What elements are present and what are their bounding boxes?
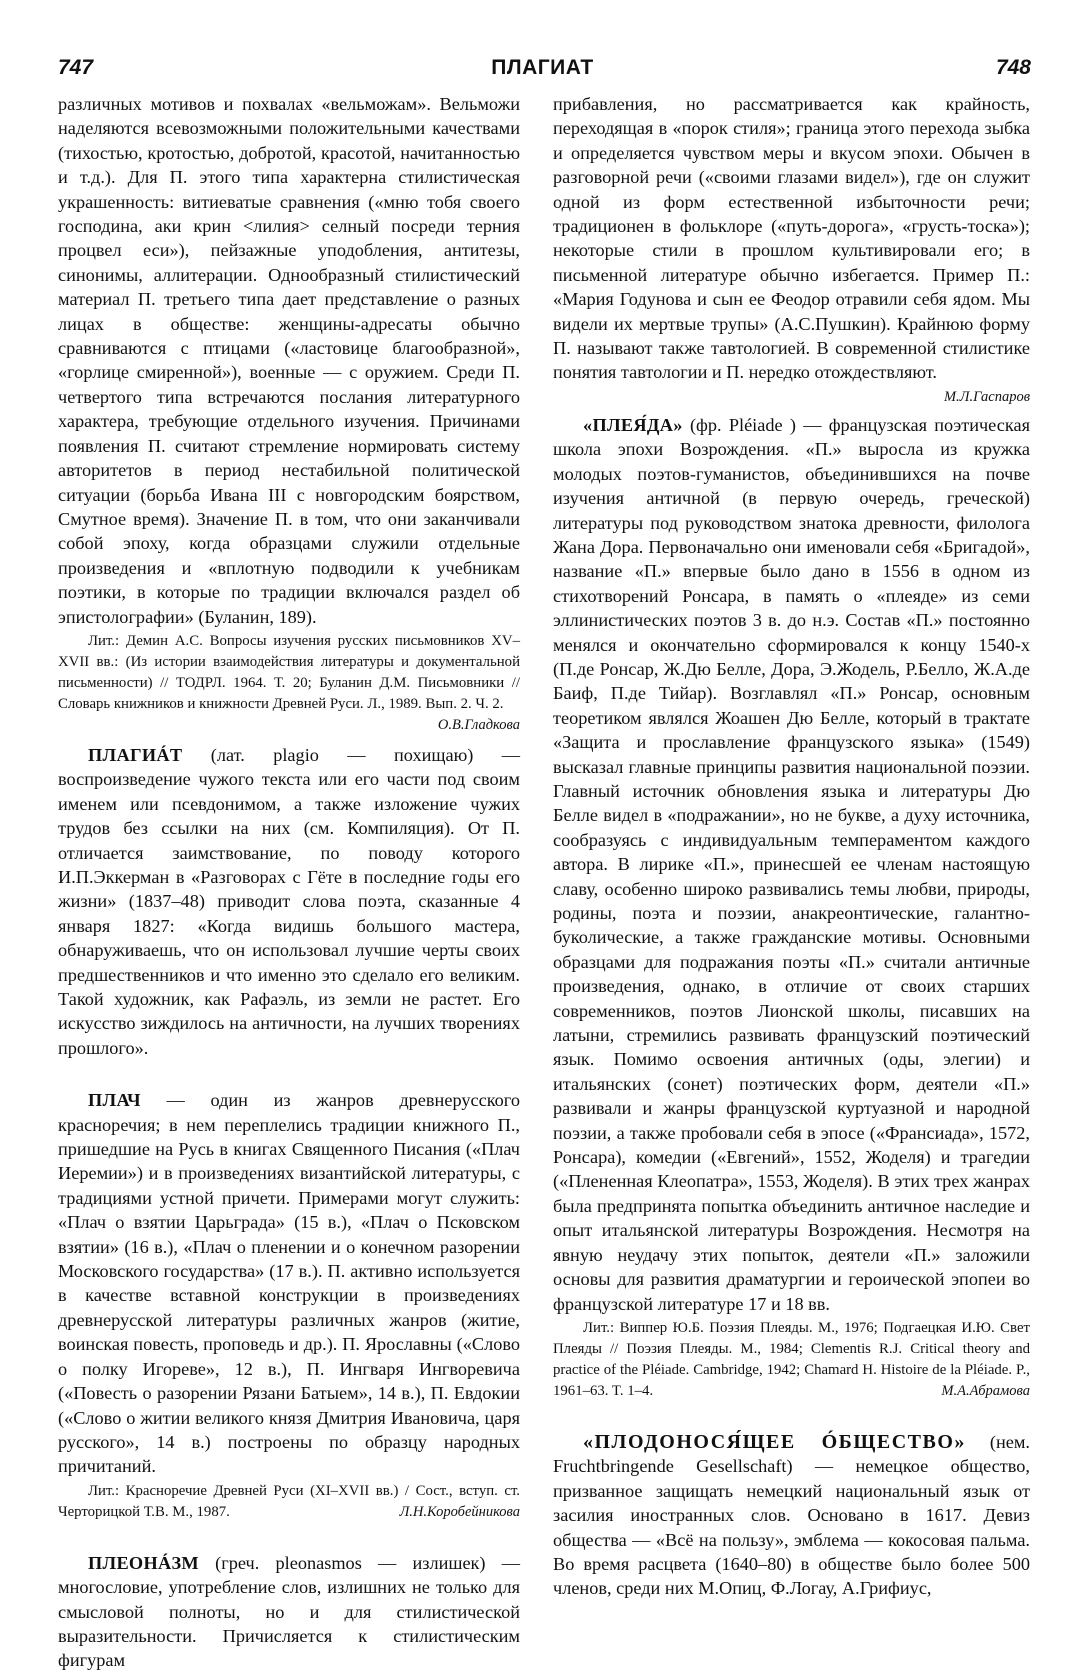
entry-plagiat: ПЛАГИÁТ (лат. plagio — похищаю) — воспроизведение чужого текста или его части под своим именем или псевдонимом, а также изложение чужих трудов без ссылки на них (см. Компиляция). От П. отличается заимствование, по поводу которого И.П.Эккерман в «Разговорах с Гёте в последние годы его жизни» (1837–48) приводит слова поэта, сказанные 4 января 1827: «Когда видишь большого мастера, обнаруживаешь, что он использовал лучшие черты своих предшественников и что именно это сделало его великим. Такой художник, как Рафаэль, из земли не растет. Его искусство зиждилось на античности, на лучших творениях прошлого». — [58, 744, 520, 1058]
pleonazm-author: М.Л.Гаспаров — [943, 388, 1030, 405]
headword-plodonosyashchee: «ПЛОДОНОСЯ́ЩЕЕ ÓБЩЕСТВО» — [583, 1430, 966, 1453]
intro-literature: Лит.: Демин А.С. Вопросы изучения русских письмовников XV–XVII вв.: (Из истории взаимодействия литературы и документальной письменности) // ТОДРЛ. 1964. Т. 20; Буланин Д.М. Письмовники // Словарь книжников и книжности Древней Руси. Л., 1989. Вып. 2. Ч. 2. О.В.Гладкова — [58, 631, 520, 715]
headword-plach: ПЛАЧ — [88, 1090, 141, 1111]
entry-plach: ПЛАЧ — один из жанров древнерусского красноречия; в нем переплелись традиции книжного П., пришедшие на Русь в книгах Священного Писания («Плач Иеремии») и в произведениях византийской литературы, с традициями устной причети. Примерами могут служить: «Плач о взятии Царьграда» (15 в.), «Плач о Псковском взятии» (16 в.), «Плач о пленении и о конечном разорении Московского государства» (17 в.). П. активно используется в качестве вставной конструкции в произведениях древнерусской литературы различных жанров (житие, воинская повесть, проповедь и др.). П. Ярославны («Слово о полку Игореве», 12 в.), П. Ингваря Ингворевича («Повесть о разорении Рязани Батыем», 14 в.), П. Евдокии («Слово о житии великого князя Дмитрия Ивановича, царя русского», 14 в.) построены по образцу народных причитаний. — [58, 1090, 520, 1477]
page-header — [0, 56, 1085, 96]
left-column — [58, 92, 520, 1673]
pleiada-literature: Лит.: Виппер Ю.Б. Поэзия Плеяды. М., 1976; Подгаецкая И.Ю. Свет Плеяды // Поэзия Плеяды. М., 1984; Clementis R.J. Critical theory and practice of the Pléiade. Cambridge, 1942; Chamard H. Histoire de la Pléiade. P., 1961–63. T. 1–4. М.А.Абрамова — [553, 1318, 1030, 1402]
running-title: ПЛАГИАТ — [491, 56, 594, 79]
headword-pleonazm: ПЛЕОНÁЗМ — [88, 1552, 199, 1573]
intro-text: различных мотивов и похвалах «вельможам». Вельможи наделяются всевозможными положительными качествами (тихостью, кротостью, добротой, красотой, начитанностью и т.д.). Для П. этого типа характерна стилистическая украшенность: витиеватые сравнения («мню тобя своего господина, аки крин <лилия> селный посреди терния процвел еси»), пейзажные уподобления, антитезы, синонимы, аллитерации. Однообразный стилистический материал П. третьего типа дает представление о разных лицах в обществе: женщины-адресаты обычно сравниваются с птицами («ластовице благообразной», «горлице смиренной»), военные — с оружием. Среди П. четвертого типа встречаются послания литературного характера, требующие отдельного изучения. Причинами появления П. считают стремление нормировать систему авторитетов в период нестабильной политической ситуации (борьба Ивана III с новгородским боярством, Смутное время). Значение П. в том, что они заканчивали собой эпоху, когда образцами служили отдельные произведения и «вплотную подводили к учебникам поэтики, в которые по традиции включался раздел об эпистолографии» (Буланин, 189). — [58, 94, 520, 627]
headword-plagiat: ПЛАГИÁТ — [88, 744, 183, 765]
headword-pleiada: «ПЛЕЯ́ДА» — [583, 414, 683, 435]
entry-plodonosyashchee: «ПЛОДОНОСЯ́ЩЕЕ ÓБЩЕСТВО» (нем. Fruchtbringende Gesellschaft) — немецкое общество, призванное защищать немецкий национальный язык от засилия иностранных слов. Основано в 1617. Девиз общества — «Всё на пользу», эмблема — кокосовая пальма. Во время расцвета (1640–80) в обществе было более 500 членов, среди них М.Опиц, Ф.Логау, А.Грифиус, — [553, 1430, 1030, 1599]
entry-pleonazm: ПЛЕОНÁЗМ (греч. pleonasmos — излишек) — многословие, употребление слов, излишних не только для смысловой полноты, но и для стилистической выразительности. Причисляется к стилистическим фигурам — [58, 1552, 520, 1671]
pleiada-author: М.А.Абрамова — [941, 1382, 1030, 1399]
plach-author: Л.Н.Коробейникова — [399, 1503, 520, 1520]
right-column — [553, 92, 1030, 1601]
entry-pleiada: «ПЛЕЯ́ДА» (фр. Pléiade ) — французская поэтическая школа эпохи Возрождения. «П.» выросла из кружка молодых поэтов-гуманистов, объединившихся на почве изучения античной (в первую очередь, греческой) литературы под руководством знатока древности, филолога Жана Дора. Первоначально они именовали себя «Бригадой», название «П.» впервые было дано в 1556 в одном из стихотворений Ронсара, в память о «плеяде» из семи эллинистических поэтов 3 в. до н.э. Состав «П.» постоянно менялся и окончательно сформировался к концу 1540-х (П.де Ронсар, Ж.Дю Белле, Дора, Э.Жодель, Р.Белло, Ж.А.де Баиф, П.де Тийар). Возглавлял «П.» Ронсар, основным теоретиком являлся Жоашен Дю Белле, который в трактате «Защита и прославление французского языка» (1549) высказал главные принципы развития национальной поэзии. Главный источник обновления языка и литературы Дю Белле видел в «подражании», но не букве, а духу источника, сообразуясь с индивидуальным темпераментом каждого автора. В лирике «П.», принесшей ее членам настоящую славу, особенно широко развивались темы любви, природы, родины, поэта и поэзии, анакреонтические, галантно-буколические, а также гражданские мотивы. Основными образцами для подражания поэты «П.» считали античные произведения, однако, в отличие от своих старших современников, поэтов Лионской школы, писавших на латыни, стремились развивать французский поэтический язык. Помимо освоения античных (оды, элегии) и итальянских (сонет) поэтических форм, деятели «П.» развивали и жанры французской куртуазной и народной поэзии, а также пробовали себя в эпосе («Франсиада», 1572, Ронсара), комедии («Евгений», 1552, Жоделя) и трагедии («Плененная Клеопатра», 1553, Жоделя). В этих трех жанрах была предпринята попытка объединить античное наследие и опыт итальянской литературы Возрождения. Несмотря на явную неудачу этих попыток, деятели «П.» заложили основы для развития драматургии и героической эпопеи во французской литературе 17 и 18 вв. — [553, 414, 1030, 1314]
intro-author: О.В.Гладкова — [437, 716, 520, 733]
page-number-right: 748 — [995, 56, 1031, 79]
page-number-left: 747 — [58, 56, 94, 79]
pleonazm-continued: прибавления, но рассматривается как крайность, переходящая в «порок стиля»; граница этого перехода зыбка и определяется чувством меры и вкусом эпохи. Обычен в разговорной речи («своими глазами видел»), где он служит одной из форм естественной избыточности речи; традиционен в фольклоре («путь-дорога», «грусть-тоска»); некоторые стили в прошлом культивировали его; в письменной литературе обычно избегается. Пример П.: «Мария Годунова и сын ее Феодор отравили себя ядом. Мы видели их мертвые трупы» (А.С.Пушкин). Крайнюю форму П. называют также тавтологией. В современной стилистике понятия тавтологии и П. нередко отождествляют. М.Л.Гаспаров — [553, 92, 1030, 385]
plach-literature: Лит.: Красноречие Древней Руси (XI–XVII вв.) / Сост., вступ. ст. Черторицкой Т.В. М., 1987. Л.Н.Коробейникова — [58, 1481, 520, 1523]
